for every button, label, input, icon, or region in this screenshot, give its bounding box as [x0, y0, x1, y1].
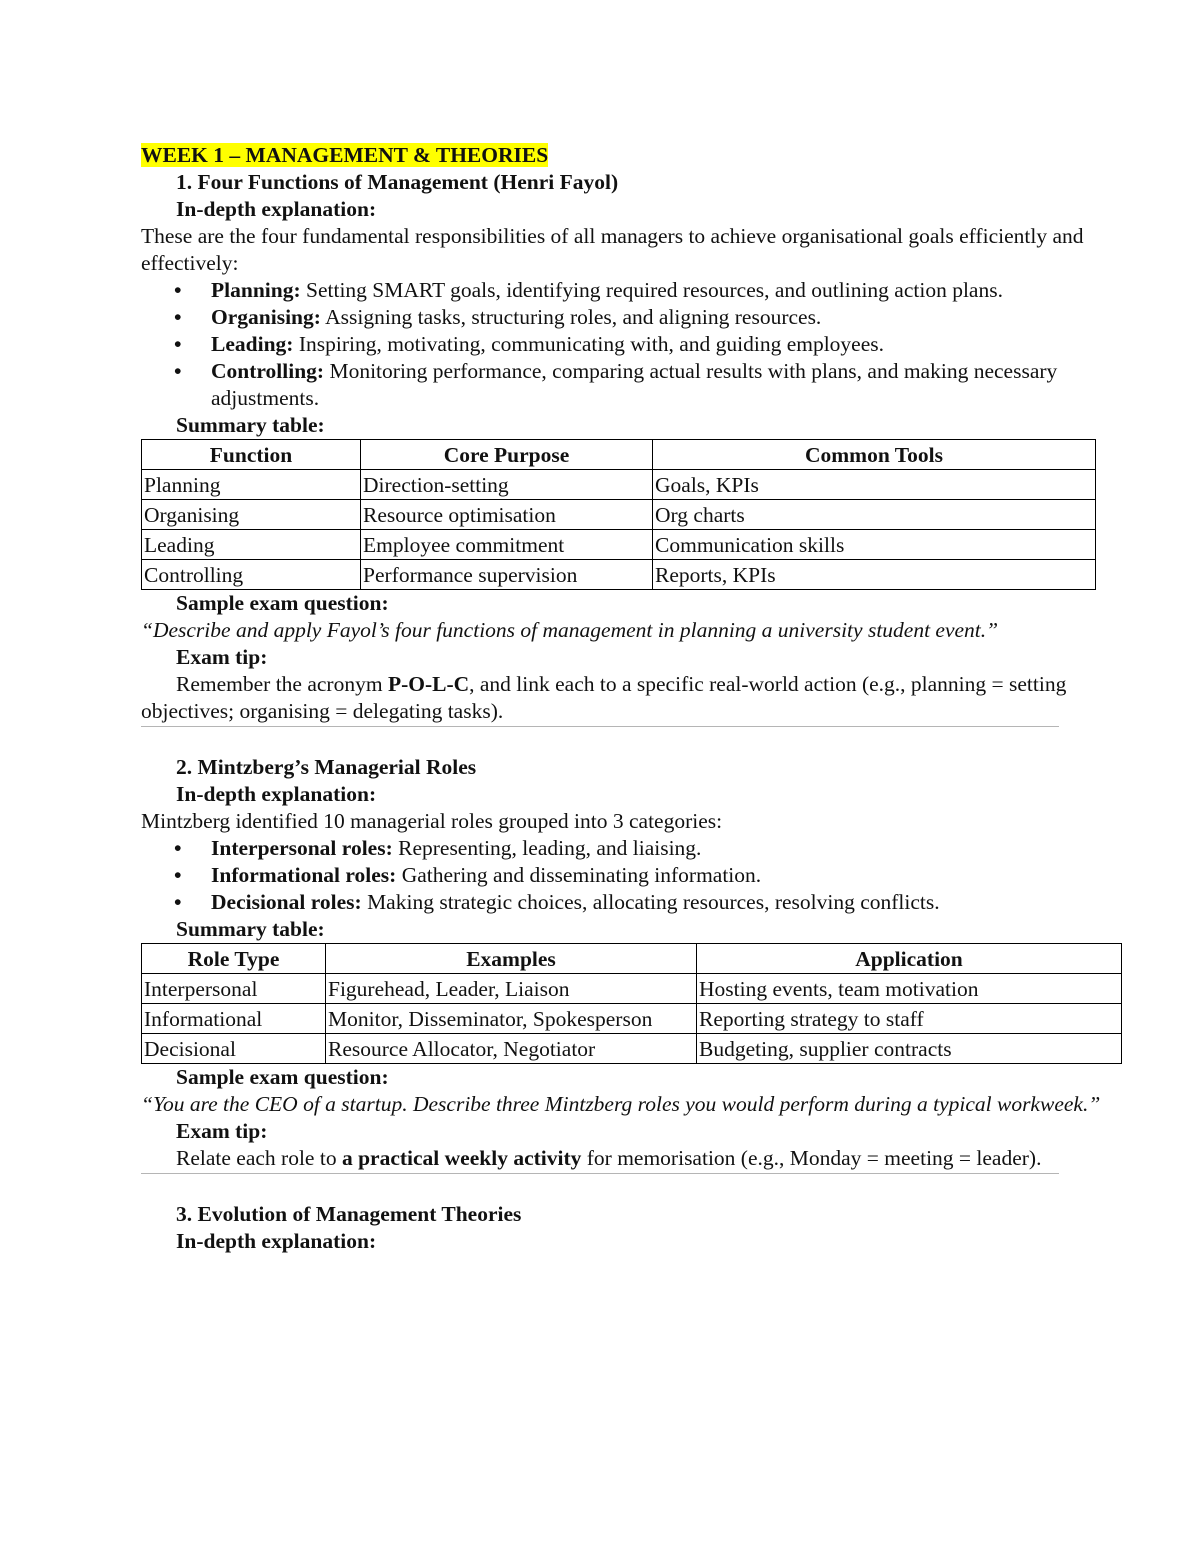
section-2-indepth-label: In-depth explanation: — [176, 782, 377, 806]
table-row — [142, 974, 1122, 1004]
tip-text: Relate each role to — [176, 1146, 342, 1170]
table-cell: Hosting events, team motivation — [697, 974, 1122, 1004]
list-item — [141, 835, 1121, 862]
table-cell: Controlling — [142, 560, 361, 590]
document-page — [141, 142, 1121, 1255]
table-cell: Org charts — [653, 500, 1096, 530]
bullet-text: Representing, leading, and liaising. — [392, 836, 702, 860]
bullet-icon: • — [174, 278, 182, 302]
bullet-text: Gathering and disseminating information. — [396, 863, 762, 887]
section-2-bullet-list — [141, 835, 1121, 916]
table-row — [142, 530, 1096, 560]
section-2-summary-label: Summary table: — [176, 917, 325, 941]
bullet-term: Organising: — [211, 305, 321, 329]
bullet-term: Controlling: — [211, 359, 325, 383]
bullet-term: Interpersonal roles: — [211, 836, 393, 860]
table-cell: Resource optimisation — [361, 500, 653, 530]
table-cell: Organising — [142, 500, 361, 530]
section-2-heading: 2. Mintzberg’s Managerial Roles — [176, 755, 477, 779]
list-item — [141, 277, 1121, 304]
functions-summary-table — [141, 439, 1096, 590]
bullet-icon: • — [174, 863, 182, 887]
bullet-term: Leading: — [211, 332, 294, 356]
roles-summary-table — [141, 943, 1122, 1064]
bullet-icon: • — [174, 305, 182, 329]
tip-text: , and link each to a specific real-world action (e.g., planning = setting objectives; organising = delegating tasks). — [141, 672, 1067, 723]
bullet-term: Planning: — [211, 278, 301, 302]
table-header-cell: Core Purpose — [361, 440, 653, 470]
table-cell: Leading — [142, 530, 361, 560]
bullet-icon: • — [174, 836, 182, 860]
section-1-heading: 1. Four Functions of Management (Henri Fayol) — [176, 170, 619, 194]
table-header-row — [142, 944, 1122, 974]
bullet-term: Decisional roles: — [211, 890, 362, 914]
table-cell: Employee commitment — [361, 530, 653, 560]
table-cell: Budgeting, supplier contracts — [697, 1034, 1122, 1064]
table-row — [142, 1004, 1122, 1034]
section-3-heading: 3. Evolution of Management Theories — [176, 1202, 522, 1226]
section-1-bullet-list — [141, 277, 1121, 412]
bullet-icon: • — [174, 332, 182, 356]
section-2-sample-question: “You are the CEO of a startup. Describe three Mintzberg roles you would perform during a typical workweek.” — [141, 1092, 1101, 1116]
section-1-tip-label: Exam tip: — [176, 645, 268, 669]
bullet-text: Making strategic choices, allocating resources, resolving conflicts. — [361, 890, 940, 914]
section-1-intro: These are the four fundamental responsibilities of all managers to achieve organisational goals efficiently and effectively: — [141, 224, 1084, 275]
table-cell: Resource Allocator, Negotiator — [326, 1034, 697, 1064]
bullet-text: Inspiring, motivating, communicating with, and guiding employees. — [293, 332, 885, 356]
table-row — [142, 560, 1096, 590]
list-item — [141, 304, 1121, 331]
bullet-icon: • — [174, 890, 182, 914]
table-cell: Decisional — [142, 1034, 326, 1064]
section-1-sample-label: Sample exam question: — [176, 591, 389, 615]
bullet-term: Informational roles: — [211, 863, 397, 887]
bullet-icon: • — [174, 359, 182, 383]
table-row — [142, 500, 1096, 530]
section-2-intro: Mintzberg identified 10 managerial roles grouped into 3 categories: — [141, 809, 723, 833]
table-cell: Goals, KPIs — [653, 470, 1096, 500]
section-1-tip — [141, 671, 1121, 725]
table-cell: Figurehead, Leader, Liaison — [326, 974, 697, 1004]
table-header-row — [142, 440, 1096, 470]
week-title — [141, 142, 1121, 169]
list-item — [141, 862, 1121, 889]
section-1-summary-label: Summary table: — [176, 413, 325, 437]
section-1-sample-question: “Describe and apply Fayol’s four functions of management in planning a university student event.” — [141, 618, 999, 642]
table-header-cell: Common Tools — [653, 440, 1096, 470]
table-row — [142, 1034, 1122, 1064]
section-1-indepth-label: In-depth explanation: — [176, 197, 377, 221]
tip-text: Remember the acronym — [176, 672, 388, 696]
table-header-cell: Application — [697, 944, 1122, 974]
table-header-cell: Role Type — [142, 944, 326, 974]
table-cell: Planning — [142, 470, 361, 500]
bullet-text: Assigning tasks, structuring roles, and aligning resources. — [320, 305, 822, 329]
table-header-cell: Examples — [326, 944, 697, 974]
table-cell: Monitor, Disseminator, Spokesperson — [326, 1004, 697, 1034]
week-title-text: WEEK 1 – MANAGEMENT & THEORIES — [141, 143, 549, 167]
table-cell: Reporting strategy to staff — [697, 1004, 1122, 1034]
section-3-indepth-label: In-depth explanation: — [176, 1229, 377, 1253]
table-cell: Interpersonal — [142, 974, 326, 1004]
tip-emphasis: a practical weekly activity — [341, 1146, 582, 1170]
table-cell: Reports, KPIs — [653, 560, 1096, 590]
bullet-text: Monitoring performance, comparing actual results with plans, and making necessary adjustments. — [211, 359, 1058, 410]
list-item — [141, 889, 1121, 916]
list-item — [141, 358, 1121, 412]
table-cell: Performance supervision — [361, 560, 653, 590]
section-2-sample-label: Sample exam question: — [176, 1065, 389, 1089]
table-cell: Informational — [142, 1004, 326, 1034]
table-cell: Communication skills — [653, 530, 1096, 560]
section-2-tip-label: Exam tip: — [176, 1119, 268, 1143]
table-row — [142, 470, 1096, 500]
bullet-text: Setting SMART goals, identifying required resources, and outlining action plans. — [300, 278, 1003, 302]
tip-emphasis: P-O-L-C — [387, 672, 470, 696]
table-cell: Direction-setting — [361, 470, 653, 500]
table-header-cell: Function — [142, 440, 361, 470]
tip-text: for memorisation (e.g., Monday = meeting = leader). — [581, 1146, 1042, 1170]
section-2-tip — [141, 1145, 1121, 1172]
list-item — [141, 331, 1121, 358]
